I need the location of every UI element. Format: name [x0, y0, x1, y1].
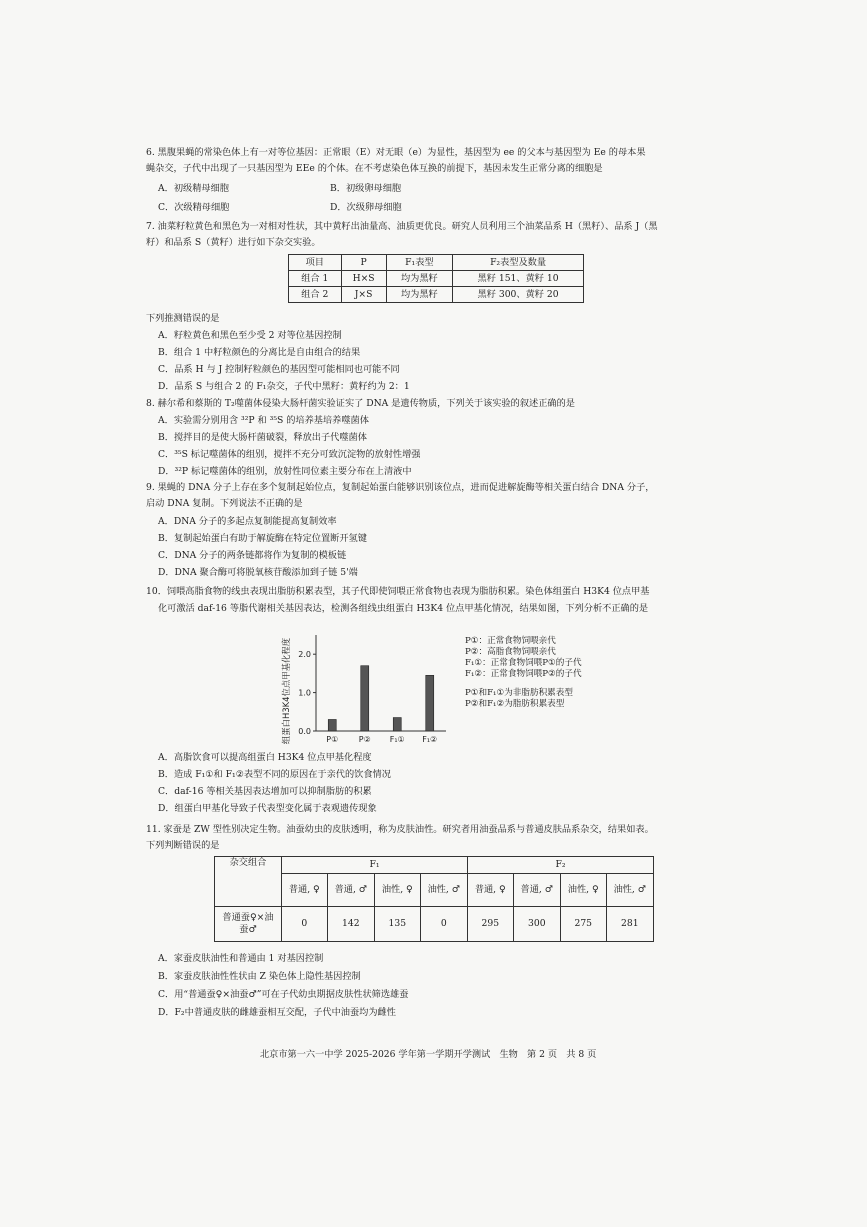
- table-cell: 黑籽 300、黄籽 20: [453, 287, 584, 303]
- x-tick-label: P②: [358, 735, 371, 744]
- q8-stem: 8. 赫尔希和蔡斯的 T₂噬菌体侵染大肠杆菌实验证实了 DNA 是遗传物质，下列关于该实验的叙述正确的是: [146, 398, 575, 409]
- q11-subheader: 普通, ♀: [467, 874, 513, 907]
- table-cell: J×S: [341, 287, 386, 303]
- q11-option-b: B．家蚕皮肤油性性状由 Z 染色体上隐性基因控制: [158, 971, 361, 982]
- q9-option-b: B．复制起始蛋白有助于解旋酶在特定位置断开氢键: [158, 533, 367, 544]
- table-cell: 黑籽 151、黄籽 10: [453, 271, 584, 287]
- table-cell: 142: [327, 907, 374, 942]
- y-tick-label: 1.0: [298, 688, 311, 698]
- q7-table: [288, 254, 584, 303]
- q6-option-a: A．初级精母细胞: [158, 183, 229, 194]
- q7-th-p: P: [341, 255, 386, 271]
- q9-option-c: C．DNA 分子的两条链都将作为复制的模板链: [158, 550, 347, 561]
- q11-group-f1: F₁: [282, 857, 468, 874]
- table-cell: 300: [513, 907, 560, 942]
- q7-th-f1: F₁表型: [386, 255, 453, 271]
- q11-corner: 杂交组合: [215, 857, 282, 907]
- x-tick-label: F₁②: [422, 735, 438, 744]
- q11-table: [214, 856, 654, 942]
- q7-th-f2: F₂表型及数量: [453, 255, 584, 271]
- q7-option-b: B．组合 1 中籽粒颜色的分离比是自由组合的结果: [158, 347, 361, 358]
- q11-option-d: D．F₂中普通皮肤的雌雄蚕相互交配，子代中油蚕均为雌性: [158, 1007, 396, 1018]
- q11-subheader: 油性, ♀: [374, 874, 420, 907]
- q9-option-d: D．DNA 聚合酶可将脱氧核苷酸添加到子链 5'端: [158, 567, 358, 578]
- q11-option-c: C．用“普通蚕♀×油蚕♂”可在子代幼虫期据皮肤性状筛选雄蚕: [158, 989, 409, 1000]
- table-row: [289, 271, 584, 287]
- q7-stem-line1: 7. 油菜籽粒黄色和黑色为一对相对性状，其中黄籽出油量高、油质更优良。研究人员利用三个油菜品系 H（黑籽）、品系 J（黑: [146, 221, 658, 232]
- legend-item: F₁②：正常食物饲喂P②的子代: [465, 669, 582, 679]
- table-cell: 281: [606, 907, 653, 942]
- table-cell: 0: [420, 907, 467, 942]
- chart-legend: [465, 636, 582, 710]
- legend-item: P②：高脂食物饲喂亲代: [465, 647, 556, 657]
- y-tick-label: 0.0: [298, 727, 311, 736]
- q6-stem-line2: 蝇杂交，子代中出现了一只基因型为 EEe 的个体。在不考虑染色体互换的前提下，基因未发生正常分离的细胞是: [146, 163, 603, 174]
- q11-subheader: 普通, ♂: [513, 874, 560, 907]
- legend-note: P①和F₁①为非脂肪积累表型: [465, 688, 573, 698]
- q7-option-a: A．籽粒黄色和黑色至少受 2 对等位基因控制: [158, 330, 342, 341]
- q11-row-label: 普通蚕♀×油蚕♂: [215, 907, 282, 942]
- q7-post: 下列推测错误的是: [146, 313, 220, 324]
- q11-stem-line1: 11. 家蚕是 ZW 型性别决定生物。油蚕幼虫的皮肤透明，称为皮肤油性。研究者用油蚕品系与普通皮肤品系杂交，结果如表。: [146, 824, 654, 835]
- q11-subheader: 普通, ♂: [327, 874, 374, 907]
- x-tick-label: F₁①: [389, 735, 405, 744]
- bar: [426, 675, 434, 731]
- q6-option-d: D．次级卵母细胞: [330, 202, 402, 213]
- q7-option-d: D．品系 S 与组合 2 的 F₁杂交，子代中黑籽：黄籽约为 2：1: [158, 381, 410, 392]
- q10-option-a: A．高脂饮食可以提高组蛋白 H3K4 位点甲基化程度: [158, 752, 372, 763]
- table-row: [215, 907, 654, 942]
- methylation-bar-chart: [280, 625, 460, 747]
- table-cell: 295: [467, 907, 513, 942]
- q11-subheader: 普通, ♀: [282, 874, 328, 907]
- table-cell: 275: [560, 907, 606, 942]
- q11-stem-line2: 下列判断错误的是: [146, 840, 220, 851]
- table-cell: 组合 2: [289, 287, 342, 303]
- q7-option-c: C．品系 H 与 J 控制籽粒颜色的基因型可能相同也可能不同: [158, 364, 400, 375]
- q8-option-a: A．实验需分别用含 ³²P 和 ³⁵S 的培养基培养噬菌体: [158, 415, 369, 426]
- q10-option-d: D．组蛋白甲基化导致子代表型变化属于表观遗传现象: [158, 803, 377, 814]
- q9-option-a: A．DNA 分子的多起点复制能提高复制效率: [158, 516, 337, 527]
- table-cell: 135: [374, 907, 420, 942]
- table-cell: 组合 1: [289, 271, 342, 287]
- q11-subheader: 油性, ♀: [560, 874, 606, 907]
- q7-stem-line2: 籽）和品系 S（黄籽）进行如下杂交实验。: [146, 237, 321, 248]
- q6-stem-line1: 6. 黑腹果蝇的常染色体上有一对等位基因：正常眼（E）对无眼（e）为显性，基因型为 ee 的父本与基因型为 Ee 的母本果: [146, 147, 646, 158]
- page-footer: 北京市第一六一中学 2025-2026 学年第一学期开学测试 生物 第 2 页 共 8 页: [260, 1049, 597, 1060]
- q8-option-d: D．³²P 标记噬菌体的组别，放射性同位素主要分布在上清液中: [158, 466, 412, 477]
- q10-option-c: C．daf-16 等相关基因表达增加可以抑制脂肪的积累: [158, 786, 372, 797]
- bar: [328, 719, 336, 731]
- q10-option-b: B．造成 F₁①和 F₁②表型不同的原因在于亲代的饮食情况: [158, 769, 391, 780]
- q11-option-a: A．家蚕皮肤油性和普通由 1 对基因控制: [158, 953, 324, 964]
- q6-option-c: C．次级精母细胞: [158, 202, 230, 213]
- q10-stem-line2: 化可激活 daf-16 等脂代谢相关基因表达，检测各组线虫组蛋白 H3K4 位点甲基化情况，结果如图，下列分析不正确的是: [158, 603, 649, 614]
- legend-item: P①：正常食物饲喂亲代: [465, 636, 556, 646]
- table-cell: 均为黑籽: [386, 287, 453, 303]
- table-row: [289, 287, 584, 303]
- q9-stem-line1: 9. 果蝇的 DNA 分子上存在多个复制起始位点，复制起始蛋白能够识别该位点，进而促进解旋酶等相关蛋白结合 DNA 分子，: [146, 482, 655, 493]
- chart-ylabel: 组蛋白H3K4位点甲基化程度: [281, 637, 291, 745]
- legend-note: P②和F₁②为脂肪积累表型: [465, 699, 565, 709]
- bar: [361, 666, 369, 731]
- table-cell: H×S: [341, 271, 386, 287]
- q9-stem-line2: 启动 DNA 复制。下列说法不正确的是: [146, 498, 303, 509]
- q11-group-f2: F₂: [467, 857, 653, 874]
- x-tick-label: P①: [326, 735, 339, 744]
- y-tick-label: 2.0: [298, 650, 311, 660]
- q8-option-c: C．³⁵S 标记噬菌体的组别，搅拌不充分可致沉淀物的放射性增强: [158, 449, 421, 460]
- q7-th-item: 项目: [289, 255, 342, 271]
- q11-subheader: 油性, ♂: [420, 874, 467, 907]
- q6-option-b: B．初级卵母细胞: [330, 183, 402, 194]
- table-cell: 均为黑籽: [386, 271, 453, 287]
- table-cell: 0: [282, 907, 328, 942]
- bar: [393, 718, 401, 731]
- q8-option-b: B．搅拌目的是使大肠杆菌破裂，释放出子代噬菌体: [158, 432, 367, 443]
- legend-item: F₁①：正常食物饲喂P①的子代: [465, 658, 582, 668]
- q10-stem-line1: 10．饲喂高脂食物的线虫表现出脂肪积累表型，其子代即使饲喂正常食物也表现为脂肪积累。染色体组蛋白 H3K4 位点甲基: [146, 586, 650, 597]
- q11-subheader: 油性, ♂: [606, 874, 653, 907]
